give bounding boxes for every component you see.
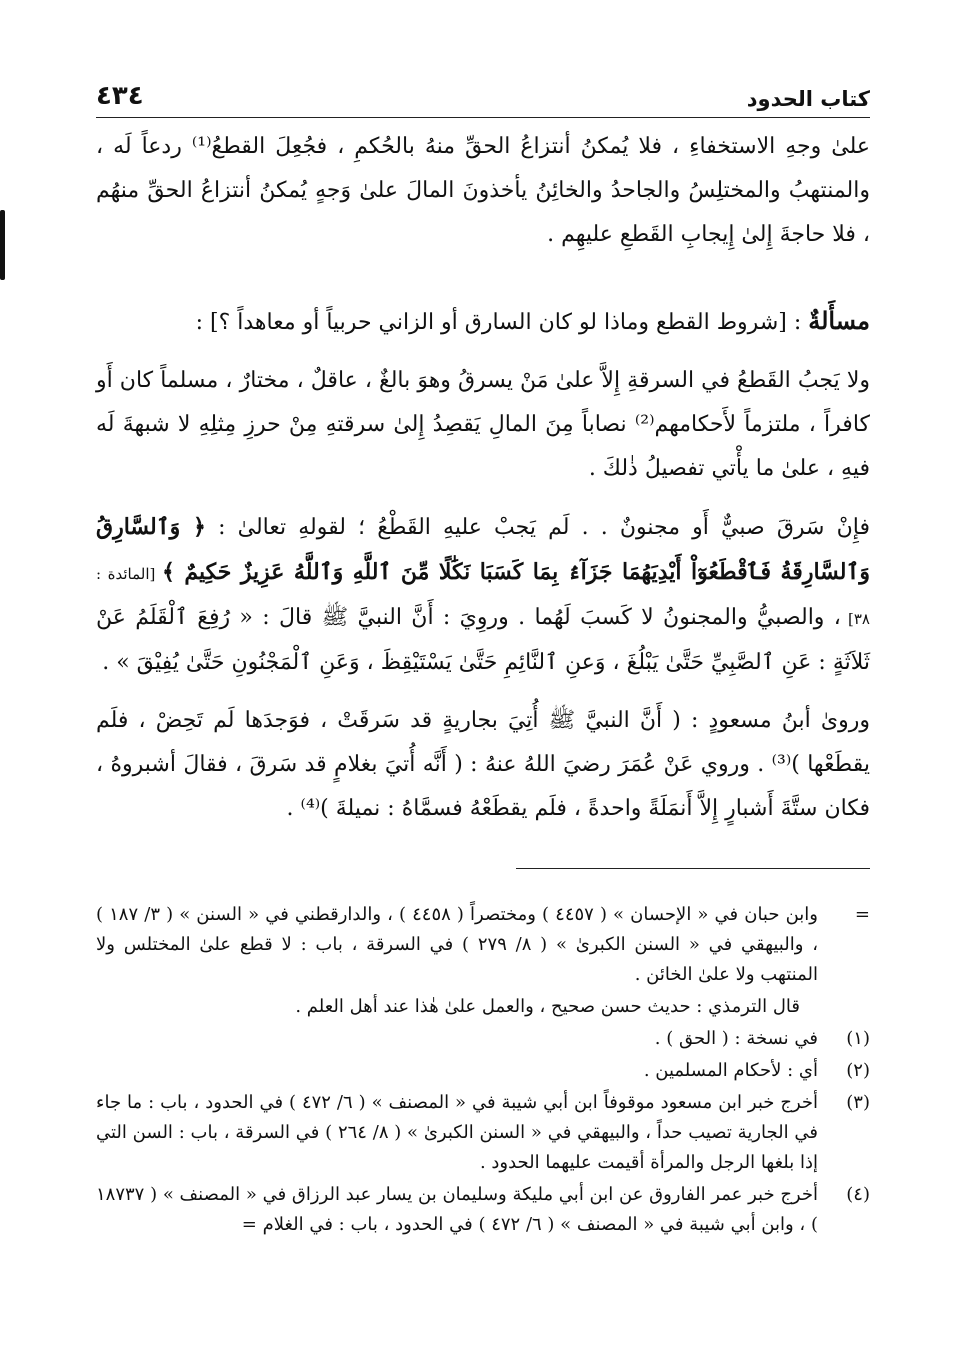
paragraph-3-end: ، والصبيُّ والمجنونُ لا كَسبَ لَهُما . وروِيَ : أَنَّ النبيَّ ﷺ قالَ : « رُفِعَ ٱلْقَلَمُ عَنْ ثَلاَثَةٍ : عَنِ ٱلصَّبِيِّ حَتَّىٰ يَبْلُغَ ، وَعنِ ٱلنَّائِمِ حَتَّىٰ يَسْتَيْقِظَ ، وَعَنِ ٱلْمَجْنُونِ حَتَّىٰ يُفِيْقَ » . [96,605,870,675]
page-edge-mark [0,210,5,280]
footnote-3 [96,1088,870,1178]
paragraph-2: ولا يَجبُ القَطعُ في السرقةِ إِلاَّ علىٰ مَنْ يسرقُ وهوَ بالغٌ ، عاقلٌ ، مختارٌ ، مسلماً كان أَو كافراً ، ملتزماً لأَحكامهم⁽²⁾ نصاباً مِنَ المالِ يَقصِدُ إِلىٰ سرقتهِ مِنْ حرزِ مِثلِهِ لا شبهةَ لَه فيهِ ، علىٰ ما يأْتي تفصيلُ ذٰلكَ . [96,368,870,481]
footnote-1-number: (١) [846,1028,870,1049]
sura-reference: [المائدة : ٣٨] [96,565,870,628]
paragraph-3 [96,505,870,685]
paragraph-1: علىٰ وجهِ الاستخفاءِ ، فلا يُمكنُ أنتزاعُ الحقِّ منهُ بالحُكمِ ، فجُعِلَ القطعُ⁽¹⁾ ردعاً لَه ، والمنتهبُ والمختلِسُ والجاحدُ والخائِنُ يأخذونَ المالَ علىٰ وَجهٍ يُمكنُ أنتزاعُ الحقِّ منهُم ، فلا حاجةَ إِلىٰ إِيجابِ القَطعِ عليهِم . [96,134,871,247]
footnote-3-text: أخرج خبر ابن مسعود موقوفاً ابن أبي شيبة في « المصنف » ( ٦/ ٤٧٢ ) في الحدود ، باب : ما جاء في الجارية تصيب حداً ، والبيهقي في « السنن الكبرىٰ » ( ٨/ ٢٦٤ ) في السرقة ، باب : السن التي إذا بلغها الرجل والمرأة أقيمت عليهما الحدود . [96,1092,818,1173]
masala-label: مسأَلةٌ [808,306,870,335]
footnote-continuation [96,900,870,990]
footnote-separator [516,868,870,869]
footnote-4-number: (٤) [846,1184,870,1205]
tirmidhi-text: قال الترمذي : حديث حسن صحيح ، والعمل علىٰ هٰذا عند أهل العلم . [295,996,800,1017]
paragraph-3-start: فإِنْ سَرقَ صبيٌّ أَو مجنونٌ . . لَم يَجبْ عليهِ القَطْعُ ؛ لقولهِ تعالىٰ : [205,515,870,540]
continuation-text: وابن حبان في « الإحسان » ( ٤٤٥٧ ) ومختصراً ( ٤٤٥٨ ) ، والدارقطني في « السنن » ( ٣/ ١٨٧ ) ، والبيهقي في « السنن الكبرىٰ » ( ٨/ ٢٧٩ ) في السرقة ، باب : لا قطع علىٰ المختلس ولا المنتهب ولا علىٰ الخائن . [96,904,818,985]
tirmidhi-note [96,992,870,1022]
quran-verse: ﴿ وَٱلسَّارِقُ وَٱلسَّارِقَةُ فَٱقْطَعُوٓاْ أَيْدِيَهُمَا جَزَآءَۢ بِمَا كَسَبَا نَكَٰلًا مِّنَ ٱللَّهِ وَٱللَّهُ عَزِيزٌ حَكِيمٌ ﴾ [96,514,870,585]
footnote-2-text: أي : لأحكام المسلمين . [643,1060,818,1081]
footnote-2 [96,1056,870,1086]
continuation-marker: = [854,904,870,925]
footnote-1-text: في نسخة : ( الحق ) . [654,1028,818,1049]
page-header [96,78,870,118]
paragraph-4: وروىٰ أبنُ مسعودٍ : ( أَنَّ النبيَّ ﷺ أُتِيَ بجاريةٍ قد سَرقَتْ ، فوَجدَها لَم تَحِضْ ، فلَم يقطَعْها )⁽³⁾ . وروي عَنْ عُمَرَ رضيَ اللهُ عنهُ : ( أَنَّه أُتيَ بغلامٍ قد سَرقَ ، فقالَ أشبروهُ ، فكان ستَّةَ أَشبارٍ إِلاَّ أَنمَلَةً واحدةً ، فلَم يقطَعْهُ فسمَّاهُ : نميلةَ )⁽⁴⁾ . [96,708,870,821]
page-number: ٤٣٤ [96,81,144,111]
footnote-4 [96,1180,870,1240]
masala-text: : [شروط القطع وماذا لو كان السارق أو الزاني حربياً أو معاهداً ؟] : [195,310,809,335]
masala-heading [96,299,870,345]
footnote-3-number: (٣) [846,1092,870,1113]
footnote-4-text: أخرج خبر عمر الفاروق عن ابن أبي مليكة وسليمان بن يسار عبد الرزاق في « المصنف » ( ١٨٧٣٧ ) ، وابن أبي شيبة في « المصنف » ( ٦/ ٤٧٢ ) في الحدود ، باب : في الغلام = [96,1184,818,1235]
running-title: كتاب الحدود [746,87,870,111]
footnotes [96,900,870,1242]
footnote-2-number: (٢) [846,1060,870,1081]
main-text [96,125,870,845]
footnote-1 [96,1024,870,1054]
